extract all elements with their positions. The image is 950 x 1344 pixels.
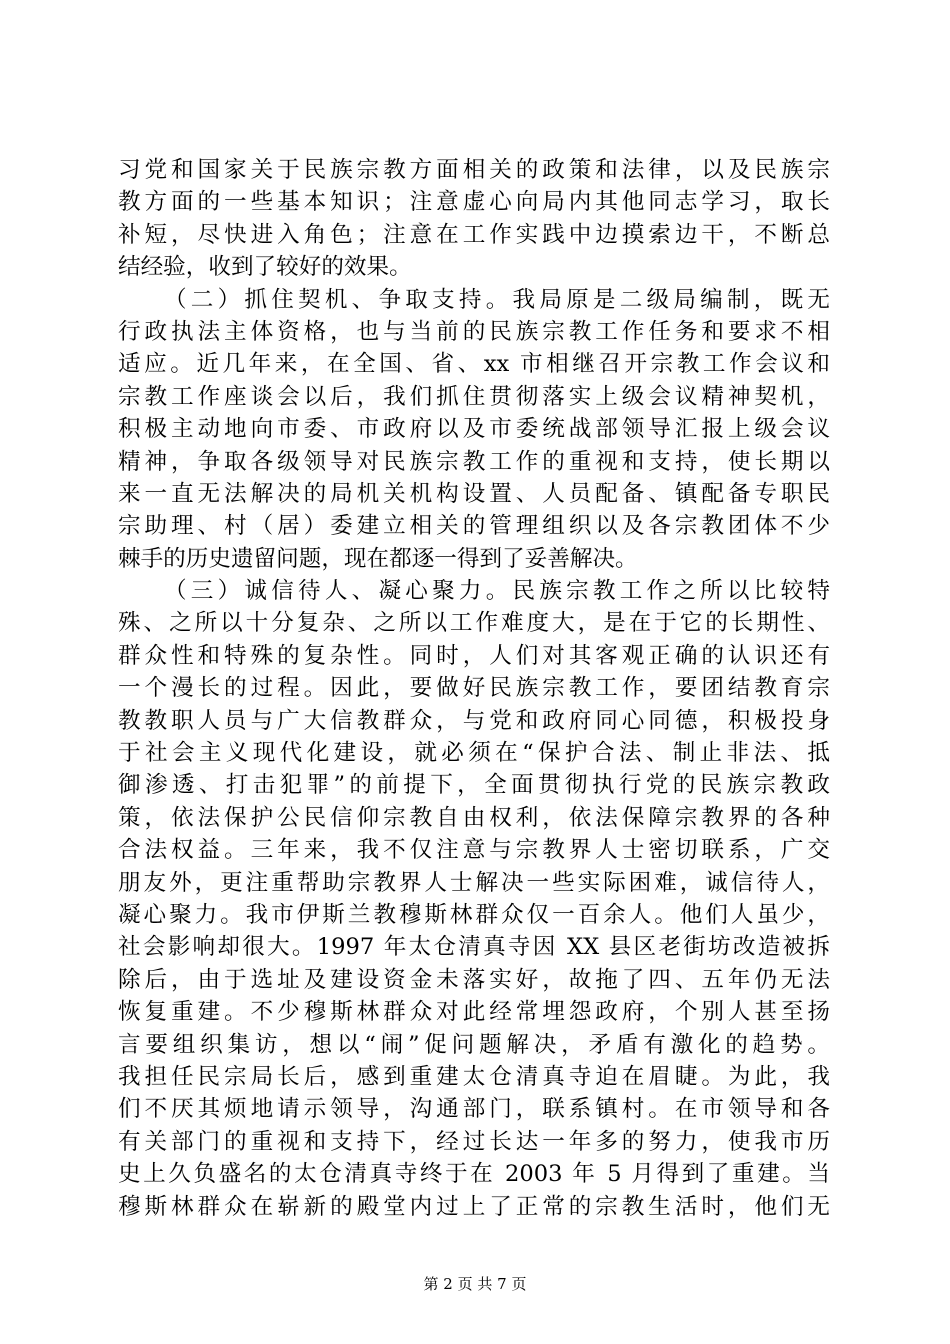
text-line: 史上久负盛名的太仓清真寺终于在 2003 年 5 月得到了重建。当 (118, 1161, 830, 1188)
text-line: 适应。近几年来，在全国、省、xx 市相继召开宗教工作会议和 (118, 351, 830, 378)
text-line: 宗教工作座谈会以后，我们抓住贯彻落实上级会议精神契机， (118, 383, 830, 410)
text-line: 恢复重建。不少穆斯林群众对此经常埋怨政府，个别人甚至扬 (118, 999, 830, 1026)
text-line: 朋友外，更注重帮助宗教界人士解决一些实际困难，诚信待人， (118, 869, 830, 896)
text-line: 除后，由于选址及建设资金未落实好，故拖了四、五年仍无法 (118, 966, 830, 993)
text-line: 合法权益。三年来，我不仅注意与宗教界人士密切联系，广交 (118, 837, 830, 864)
text-line: 社会影响却很大。1997 年太仓清真寺因 XX 县区老街坊改造被拆 (118, 934, 830, 961)
text-line: 积极主动地向市委、市政府以及市委统战部领导汇报上级会议 (118, 416, 830, 443)
text-line: 习党和国家关于民族宗教方面相关的政策和法律，以及民族宗 (118, 157, 830, 183)
text-line: 群众性和特殊的复杂性。同时，人们对其客观正确的认识还有 (118, 642, 830, 669)
text-line: 有关部门的重视和支持下，经过长达一年多的努力，使我市历 (118, 1128, 830, 1155)
paragraph-start-line: （三）诚信待人、凝心聚力。民族宗教工作之所以比较特 (164, 578, 830, 605)
text-line: 棘手的历史遗留问题，现在都逐一得到了妥善解决。 (118, 545, 638, 572)
text-line: 于社会主义现代化建设，就必须在“保护合法、制止非法、抵 (118, 740, 830, 767)
text-line: 行政执法主体资格，也与当前的民族宗教工作任务和要求不相 (118, 318, 830, 345)
document-body (118, 154, 830, 1223)
page-number-footer: 第 2 页 共 7 页 (423, 1275, 527, 1293)
text-line: 穆斯林群众在崭新的殿堂内过上了正常的宗教生活时，他们无 (118, 1193, 830, 1220)
text-line: 凝心聚力。我市伊斯兰教穆斯林群众仅一百余人。他们人虽少， (118, 901, 830, 928)
text-line: 殊、之所以十分复杂、之所以工作难度大，是在于它的长期性、 (118, 610, 830, 637)
text-line: 言要组织集访，想以“闹”促问题解决，矛盾有激化的趋势。 (118, 1031, 830, 1058)
text-line: 策，依法保护公民信仰宗教自由权利，依法保障宗教界的各种 (118, 804, 830, 831)
text-line: 们不厌其烦地请示领导，沟通部门，联系镇村。在市领导和各 (118, 1096, 830, 1123)
text-line: 教教职人员与广大信教群众，与党和政府同心同德，积极投身 (118, 707, 830, 734)
text-line: 御渗透、打击犯罪”的前提下，全面贯彻执行党的民族宗教政 (118, 772, 830, 799)
text-line: 宗助理、村（居）委建立相关的管理组织以及各宗教团体不少 (118, 513, 830, 540)
text-line: 结经验，收到了较好的效果。 (118, 254, 412, 281)
text-line: 精神，争取各级领导对民族宗教工作的重视和支持，使长期以 (118, 448, 830, 475)
text-line: 补短，尽快进入角色；注意在工作实践中边摸索边干，不断总 (118, 221, 830, 248)
paragraph-start-line: （二）抓住契机、争取支持。我局原是二级局编制，既无 (164, 286, 830, 313)
text-line: 教方面的一些基本知识；注意虚心向局内其他同志学习，取长 (118, 189, 830, 216)
text-line: 来一直无法解决的局机关机构设置、人员配备、镇配备专职民 (118, 480, 830, 507)
text-line: 一个漫长的过程。因此，要做好民族宗教工作，要团结教育宗 (118, 675, 830, 702)
text-line: 我担任民宗局长后，感到重建太仓清真寺迫在眉睫。为此，我 (118, 1063, 830, 1090)
